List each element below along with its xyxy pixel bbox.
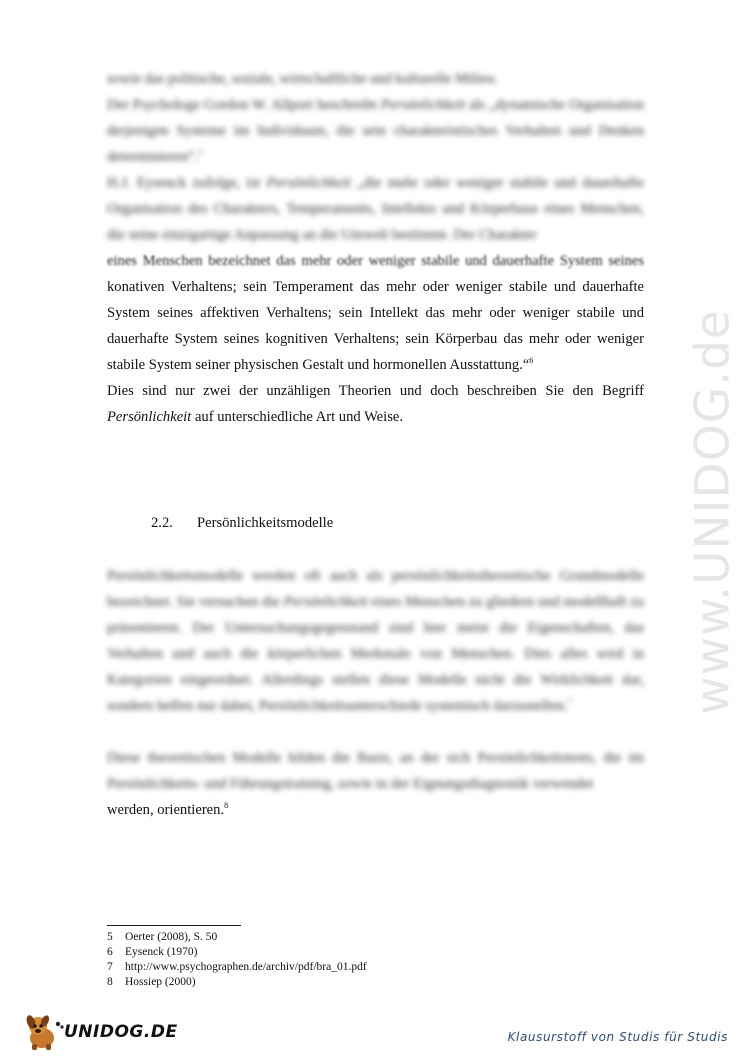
quote-visible-text — [107, 279, 644, 373]
logo-text: UNIDOG.DE — [64, 1022, 178, 1042]
section-heading — [151, 512, 333, 534]
body-text: auf unterschiedliche Art und Weise. — [191, 409, 404, 425]
footnote-item — [107, 975, 367, 990]
footnote-text: Oerter (2008), S. 50 — [125, 931, 218, 943]
eysenck-paragraph — [107, 170, 644, 430]
section-number: 2.2. — [151, 515, 173, 531]
footnote-ref: 6 — [529, 356, 534, 366]
footnote-ref: 8 — [224, 801, 229, 811]
footnote-item — [107, 930, 367, 945]
models-basis-paragraph — [107, 745, 644, 823]
term-persoenlichkeit: Persönlichkeit — [380, 97, 466, 113]
blurred-quote-start — [107, 170, 644, 248]
body-text: H.J. Eysenck zufolge, ist — [107, 175, 267, 191]
body-text: konativen Verhaltens; sein Temperament das mehr oder weniger stabile und dauerhafte System seines affektiven Verhaltens; sein Intellekt das mehr oder weniger stabile und dauerhafte System seines kognitiven Verhaltens; sein Körperbau das mehr oder weniger stabile System seiner physischen Gestalt und hormonellen Ausstattung.“ — [107, 279, 644, 373]
dog-mascot-icon — [22, 1012, 66, 1052]
term-persoenlichkeit: Persönlichkeit — [283, 594, 368, 610]
footnote-number: 5 — [107, 931, 113, 943]
footnote-item — [107, 960, 367, 975]
footnote-text: Hossiep (2000) — [125, 976, 196, 988]
footnote-number: 7 — [107, 961, 113, 973]
blurred-paragraph-allport — [107, 92, 644, 170]
body-text: als „dynamische Organisation derjenigen Systeme im Individuum, die sein charakteristisches Verhalten und Denken determinieren“. — [107, 97, 644, 165]
unidog-logo[interactable] — [22, 1012, 178, 1052]
blurred-basis-text: Diese theoretischen Modelle bilden die Basis, an der sich Persönlichkeitstests, die im Persönlichkeits- und Führungstraining, sowie in der Eignungsdiagnostik verwendet — [107, 750, 644, 792]
basis-visible-text — [107, 802, 228, 818]
footnote-number: 8 — [107, 976, 113, 988]
watermark — [685, 292, 741, 732]
term-persoenlichkeit: Persönlichkeit — [107, 409, 192, 425]
body-text: Der Psychologe Gordon W. Allport beschreibt — [107, 97, 381, 113]
footnote-ref: 5 — [198, 148, 203, 158]
footnote-link[interactable]: http://www.psychographen.de/archiv/pdf/bra_01.pdf — [125, 961, 367, 973]
summary-sentence — [107, 378, 644, 430]
footnotes — [107, 930, 367, 990]
body-text: Dies sind nur zwei der unzähligen Theorien und doch beschreiben Sie den Begriff — [107, 383, 644, 399]
blurred-paragraph-milieu — [107, 66, 644, 92]
footnote-text: Eysenck (1970) — [125, 946, 198, 958]
body-text: „die mehr oder weniger stabile und dauerhafte Organisation des Charakters, Temperaments, Intellekts und Körperbaus eines Menschen, die seine einzigartige Anpassung an die Umwelt bestimmt. Der Charakter — [107, 175, 645, 243]
section-title: Persönlichkeitsmodelle — [197, 515, 334, 531]
tagline: Klausurstoff von Studis für Studis — [507, 1030, 728, 1044]
footnote-item — [107, 945, 367, 960]
footnote-number: 6 — [107, 946, 113, 958]
body-text: werden, orientieren. — [107, 802, 225, 818]
body-text: eines Menschen zu gliedern und modellhaft zu präsentieren. Der Untersuchungsgegenstand sind hier meist die Eigenschaften, das Verhalten und auch die körperlichen Merkmale von Menschen. Dies alles wird in Kategorien eingeordnet. Allerdings stellen diese Modelle nicht die Wirklichkeit dar, sondern helfen nur dabei, Persönlichkeitsunterschiede systemisch darzustellen. — [107, 594, 644, 714]
body-text: sowie das politische, soziale, wirtschaftliche und kulturelle Milieu. — [107, 71, 498, 87]
footnote-ref: 7 — [567, 697, 572, 707]
watermark-text: www.UNIDOG.de — [685, 309, 741, 715]
footnote-separator — [107, 925, 241, 926]
term-persoenlichkeit: Persönlichkeit — [266, 175, 351, 191]
blurred-paragraph-models — [107, 563, 644, 719]
body-text: Persönlichkeitsmodelle werden oft auch als persönlichkeitstheoretische Grundmodelle bezeichnet. Sie versuchen die — [107, 568, 644, 610]
partially-blurred-line: eines Menschen bezeichnet das mehr oder weniger stabile und dauerhafte System seines — [107, 253, 644, 269]
